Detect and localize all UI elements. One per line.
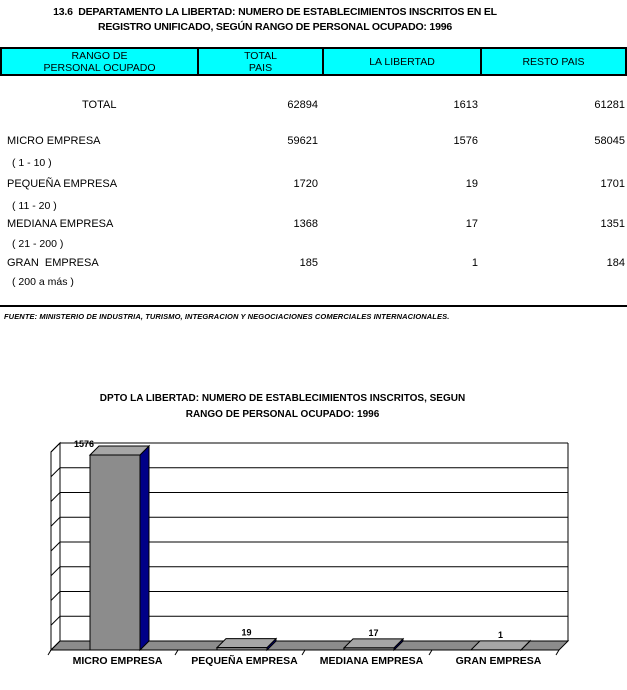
page-title-line1: 13.6 DEPARTAMENTO LA LIBERTAD: NUMERO DE ESTABLECIMIENTOS INSCRITOS EN EL <box>53 6 497 18</box>
header-cell-rango <box>2 49 197 74</box>
bar-top-3 <box>471 641 530 650</box>
source-note: FUENTE: MINISTERIO DE INDUSTRIA, TURISMO, INTEGRACION Y NEGOCIACIONES COMERCIALES INTERNACIONALES. <box>4 312 450 321</box>
value-resto-pais: 1701 <box>600 178 625 190</box>
page-title-line2: REGISTRO UNIFICADO, SEGÚN RANGO DE PERSONAL OCUPADO: 1996 <box>97 21 452 33</box>
bar-top-2 <box>344 639 403 648</box>
bar-value-label: 17 <box>368 627 379 638</box>
bar-value-label: 1576 <box>73 439 95 449</box>
row-range-label: ( 21 - 200 ) <box>12 238 64 250</box>
row-label: PEQUEÑA EMPRESA <box>7 178 118 190</box>
header-text: RESTO PAIS <box>522 55 585 68</box>
category-label: MEDIANA EMPRESA <box>319 655 424 667</box>
row-label: MICRO EMPRESA <box>7 135 101 147</box>
category-label: GRAN EMPRESA <box>455 655 542 667</box>
table-header <box>0 47 627 76</box>
bar-front-0 <box>90 455 140 650</box>
table-row <box>0 257 627 270</box>
table-row <box>0 99 627 112</box>
bar-top-1 <box>217 639 276 648</box>
value-total-pais: 62894 <box>287 99 318 111</box>
table-row <box>0 218 627 231</box>
horizontal-rule <box>0 305 627 307</box>
header-text: LA LIBERTAD <box>369 55 435 68</box>
value-resto-pais: 58045 <box>594 135 625 147</box>
header-text: PERSONAL OCUPADO <box>43 61 156 74</box>
table-row-range <box>0 276 627 289</box>
header-text: TOTAL <box>244 49 277 62</box>
header-text: PAIS <box>248 61 273 74</box>
value-resto-pais: 1351 <box>600 218 625 230</box>
value-la-libertad: 1576 <box>453 135 478 147</box>
bar-value-label: 1 <box>497 629 504 640</box>
x-axis-tick <box>48 650 51 655</box>
row-range-label: ( 200 a más ) <box>12 276 74 288</box>
bar-side-0 <box>140 446 149 650</box>
table-row-range <box>0 157 627 170</box>
row-range-label: ( 11 - 20 ) <box>12 200 57 212</box>
header-text: RANGO DE <box>71 49 128 62</box>
header-cell-la-libertad <box>322 49 480 74</box>
value-resto-pais: 184 <box>606 257 625 269</box>
table-row-range <box>0 238 627 251</box>
chart-title-line1: DPTO LA LIBERTAD: NUMERO DE ESTABLECIMIENTOS INSCRITOS, SEGUN <box>99 393 466 404</box>
bar-chart-svg <box>40 433 627 678</box>
bar-front-2 <box>344 648 394 650</box>
value-la-libertad: 1 <box>471 257 478 269</box>
bar-front-1 <box>217 648 267 650</box>
value-total-pais: 1720 <box>293 178 318 190</box>
x-axis-tick <box>429 650 432 655</box>
value-total-pais: 59621 <box>287 135 318 147</box>
value-total-pais: 1368 <box>293 218 318 230</box>
bar-value-label: 19 <box>241 627 252 638</box>
value-la-libertad: 1613 <box>453 99 478 111</box>
value-la-libertad: 17 <box>465 218 478 230</box>
chart-title-line2: RANGO DE PERSONAL OCUPADO: 1996 <box>185 409 380 420</box>
x-axis-tick <box>556 650 559 655</box>
bar-top-0 <box>90 446 149 455</box>
table-row-range <box>0 200 627 213</box>
category-label: MICRO EMPRESA <box>72 655 163 667</box>
row-label: MEDIANA EMPRESA <box>7 218 114 230</box>
x-axis-tick <box>175 650 178 655</box>
category-label: PEQUEÑA EMPRESA <box>191 655 298 667</box>
row-label: TOTAL <box>82 99 117 111</box>
value-la-libertad: 19 <box>465 178 478 190</box>
table-row <box>0 178 627 191</box>
header-cell-resto-pais <box>480 49 625 74</box>
header-cell-total-pais <box>197 49 322 74</box>
row-label: GRAN EMPRESA <box>7 257 99 269</box>
table-row <box>0 135 627 148</box>
x-axis-tick <box>302 650 305 655</box>
row-range-label: ( 1 - 10 ) <box>12 157 52 169</box>
value-total-pais: 185 <box>299 257 318 269</box>
value-resto-pais: 61281 <box>594 99 625 111</box>
